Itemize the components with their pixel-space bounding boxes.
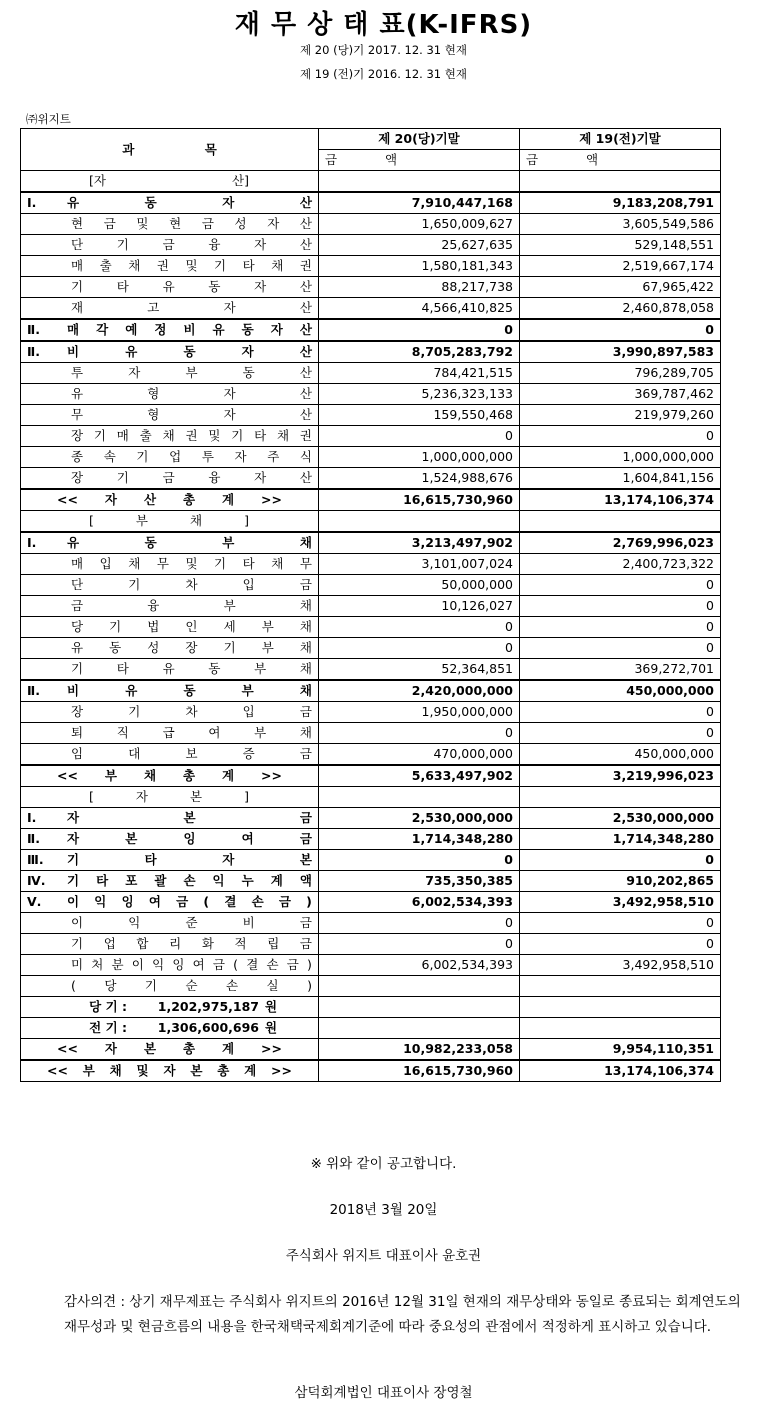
current-amount-cell: 159,550,468: [319, 405, 520, 426]
account-label: 유 동 성 장 기 부 채: [71, 640, 312, 655]
section-label: [ 부 채 ]: [89, 513, 249, 528]
table-row: [21, 1039, 721, 1061]
period-current: 제 20 (당)기 2017. 12. 31 현재: [300, 43, 467, 57]
current-amount-cell: 1,580,181,343: [319, 256, 520, 277]
prior-amount-cell: [520, 511, 721, 533]
prior-amount-cell: [520, 1018, 721, 1039]
roman-numeral: Ⅴ.: [27, 894, 42, 909]
account-cell: [21, 511, 319, 533]
table-row: [21, 596, 721, 617]
account-label: 임 대 보 증 금: [71, 746, 312, 761]
current-amount-cell: 0: [319, 723, 520, 744]
account-label: 종 속 기 업 투 자 주 식: [71, 449, 312, 464]
current-amount-cell: 784,421,515: [319, 363, 520, 384]
account-cell: [21, 341, 319, 363]
account-label: 매 각 예 정 비 유 동 자 산: [67, 322, 312, 337]
table-row: [21, 850, 721, 871]
prior-amount-cell: [520, 997, 721, 1018]
table-row: [21, 468, 721, 490]
account-cell: [21, 934, 319, 955]
table-row: [21, 1060, 721, 1082]
account-label: 비 유 동 부 채: [67, 683, 312, 698]
prior-amount-cell: 2,530,000,000: [520, 808, 721, 829]
current-amount-cell: 4,566,410,825: [319, 298, 520, 320]
table-row: [21, 319, 721, 341]
prior-amount-cell: 2,460,878,058: [520, 298, 721, 320]
prior-amount-cell: 0: [520, 596, 721, 617]
current-amount-cell: 735,350,385: [319, 871, 520, 892]
account-cell: [21, 575, 319, 596]
table-row: [21, 405, 721, 426]
account-cell: [21, 277, 319, 298]
table-row: [21, 955, 721, 976]
account-label: 자 본 잉 여 금: [67, 831, 312, 846]
prior-amount-cell: 3,219,996,023: [520, 765, 721, 787]
prior-amount-cell: 13,174,106,374: [520, 489, 721, 511]
account-label: 이 익 준 비 금: [71, 915, 312, 930]
table-row: [21, 447, 721, 468]
account-label: 금 융 부 채: [71, 598, 312, 613]
table-row: [21, 976, 721, 997]
current-amount-cell: 10,982,233,058: [319, 1039, 520, 1061]
account-cell: [21, 955, 319, 976]
prior-amount-cell: 1,000,000,000: [520, 447, 721, 468]
account-label: 기 타 포 괄 손 익 누 계 액: [67, 873, 312, 888]
account-cell: [21, 617, 319, 638]
memo-unit: 원: [265, 999, 278, 1014]
auditor-signature: 삼덕회계법인 대표이사 장영철: [294, 1385, 473, 1401]
current-amount-cell: 2,530,000,000: [319, 808, 520, 829]
total-label: << 자 산 총 계 >>: [57, 492, 282, 507]
table-row: [21, 997, 721, 1018]
table-row: [21, 341, 721, 363]
account-label: 기 타 유 동 자 산: [71, 279, 312, 294]
account-cell: [21, 638, 319, 659]
current-amount-cell: 5,633,497,902: [319, 765, 520, 787]
prior-amount-cell: 1,604,841,156: [520, 468, 721, 490]
account-label: 단 기 금 융 자 산: [71, 237, 312, 252]
account-label: 현 금 및 현 금 성 자 산: [71, 216, 312, 231]
prior-amount-cell: 219,979,260: [520, 405, 721, 426]
prior-amount-cell: 9,183,208,791: [520, 192, 721, 214]
account-label: ( 당 기 순 손 실 ): [71, 978, 312, 993]
table-row: [21, 913, 721, 934]
current-amount-cell: [319, 1018, 520, 1039]
table-row: [21, 277, 721, 298]
prior-amount-cell: 0: [520, 319, 721, 341]
table-row: [21, 363, 721, 384]
account-cell: [21, 976, 319, 997]
account-cell: [21, 214, 319, 235]
current-amount-cell: [319, 171, 520, 193]
prior-amount-cell: 910,202,865: [520, 871, 721, 892]
prior-amount-cell: 0: [520, 723, 721, 744]
section-label: [ 자 본 ]: [89, 789, 249, 804]
account-label: 미 처 분 이 익 잉 여 금 ( 결 손 금 ): [71, 957, 312, 972]
audit-opinion: 감사의견 : 상기 재무제표는 주식회사 위지트의 2016년 12월 31일 현재의 재무상태와 동일로 종료되는 회계연도의 재무성과 및 현금흐름의 내용을 한국채택국제회계기준에 따라 중요성의 관점에서 적정하게 표시하고 있습니다.: [64, 1294, 741, 1335]
table-row: [21, 680, 721, 702]
table-row: [21, 829, 721, 850]
prior-amount-cell: 2,519,667,174: [520, 256, 721, 277]
current-amount-cell: 1,714,348,280: [319, 829, 520, 850]
account-label: 장 기 금 융 자 산: [71, 470, 312, 485]
account-label: 비 유 동 자 산: [67, 344, 312, 359]
amount-header-current: 금 액: [319, 150, 520, 171]
table-row: [21, 554, 721, 575]
prior-amount-cell: 2,400,723,322: [520, 554, 721, 575]
table-row: [21, 765, 721, 787]
memo-key: 전 기 :: [89, 1020, 127, 1035]
prior-amount-cell: 369,787,462: [520, 384, 721, 405]
table-row: [21, 808, 721, 829]
current-amount-cell: 1,950,000,000: [319, 702, 520, 723]
table-row: [21, 532, 721, 554]
account-label: 단 기 차 입 금: [71, 577, 312, 592]
account-cell: [21, 192, 319, 214]
ceo-signature: 주식회사 위지트 대표이사 윤호권: [285, 1248, 482, 1264]
account-cell: [21, 596, 319, 617]
account-cell: [21, 871, 319, 892]
current-amount-cell: 470,000,000: [319, 744, 520, 766]
account-cell: [21, 1060, 319, 1082]
current-amount-cell: 0: [319, 319, 520, 341]
roman-numeral: Ⅰ.: [27, 810, 37, 825]
current-amount-cell: [319, 511, 520, 533]
notice-date: 2018년 3월 20일: [329, 1202, 438, 1218]
prior-amount-cell: 0: [520, 934, 721, 955]
current-amount-cell: 1,000,000,000: [319, 447, 520, 468]
roman-numeral: Ⅰ.: [27, 535, 37, 550]
current-amount-cell: 0: [319, 426, 520, 447]
prior-amount-cell: 0: [520, 850, 721, 871]
table-row: [21, 235, 721, 256]
current-amount-cell: 0: [319, 913, 520, 934]
account-label: 무 형 자 산: [71, 407, 312, 422]
account-cell: [21, 319, 319, 341]
current-amount-cell: 3,213,497,902: [319, 532, 520, 554]
account-cell: [21, 298, 319, 320]
current-amount-cell: 25,627,635: [319, 235, 520, 256]
current-amount-cell: [319, 787, 520, 808]
table-row: [21, 192, 721, 214]
current-amount-cell: 0: [319, 617, 520, 638]
current-amount-cell: 16,615,730,960: [319, 489, 520, 511]
prior-amount-cell: [520, 976, 721, 997]
table-row: [21, 298, 721, 320]
account-cell: [21, 829, 319, 850]
prior-amount-cell: 796,289,705: [520, 363, 721, 384]
account-label: 유 형 자 산: [71, 386, 312, 401]
current-amount-cell: 0: [319, 638, 520, 659]
account-label: 투 자 부 동 산: [71, 365, 312, 380]
table-row: [21, 892, 721, 913]
account-label: 유 동 자 산: [67, 195, 312, 210]
total-label: << 자 본 총 계 >>: [57, 1041, 282, 1056]
account-cell: [21, 680, 319, 702]
prior-amount-cell: 3,492,958,510: [520, 892, 721, 913]
account-cell: [21, 171, 319, 193]
table-row: [21, 256, 721, 277]
current-amount-cell: 50,000,000: [319, 575, 520, 596]
prior-amount-cell: [520, 787, 721, 808]
current-amount-cell: 1,650,009,627: [319, 214, 520, 235]
prior-amount-cell: 529,148,551: [520, 235, 721, 256]
account-label: 기 타 자 본: [67, 852, 312, 867]
account-cell: [21, 256, 319, 277]
table-row: [21, 702, 721, 723]
table-row: [21, 617, 721, 638]
account-label: 당 기 법 인 세 부 채: [71, 619, 312, 634]
page-title: 재 무 상 태 표(K-IFRS): [234, 10, 533, 40]
account-cell: [21, 787, 319, 808]
prior-amount-cell: [520, 171, 721, 193]
period-prior: 제 19 (전)기 2016. 12. 31 현재: [300, 67, 467, 81]
account-cell: [21, 1018, 319, 1039]
account-cell: [21, 723, 319, 744]
account-cell: [21, 997, 319, 1018]
prior-amount-cell: 369,272,701: [520, 659, 721, 681]
account-cell: [21, 363, 319, 384]
account-label: 기 업 합 리 화 적 립 금: [71, 936, 312, 951]
account-cell: [21, 426, 319, 447]
total-label: << 부 채 총 계 >>: [57, 768, 282, 783]
memo-value: 1,306,600,696: [157, 1020, 259, 1035]
prior-amount-cell: 3,605,549,586: [520, 214, 721, 235]
account-label: 장 기 매 출 채 권 및 기 타 채 권: [71, 428, 312, 443]
current-amount-cell: 52,364,851: [319, 659, 520, 681]
account-cell: [21, 850, 319, 871]
total-label: << 부 채 및 자 본 총 계 >>: [47, 1063, 292, 1078]
table-row: [21, 489, 721, 511]
table-row: [21, 511, 721, 533]
table-row: [21, 787, 721, 808]
account-cell: [21, 1039, 319, 1061]
account-cell: [21, 913, 319, 934]
prior-amount-cell: 0: [520, 426, 721, 447]
balance-sheet-table: [20, 128, 721, 1082]
prior-amount-cell: 2,769,996,023: [520, 532, 721, 554]
prior-amount-cell: 0: [520, 638, 721, 659]
roman-numeral: Ⅰ.: [27, 195, 37, 210]
table-row: [21, 384, 721, 405]
account-label: 장 기 차 입 금: [71, 704, 312, 719]
roman-numeral: Ⅱ.: [27, 344, 40, 359]
roman-numeral: Ⅱ.: [27, 831, 40, 846]
current-amount-cell: [319, 976, 520, 997]
amount-header-prior: 금 액: [520, 150, 721, 171]
prior-amount-cell: 9,954,110,351: [520, 1039, 721, 1061]
table-row: [21, 934, 721, 955]
account-cell: [21, 384, 319, 405]
account-cell: [21, 892, 319, 913]
prior-amount-cell: 13,174,106,374: [520, 1060, 721, 1082]
account-label: 자 본 금: [67, 810, 312, 825]
current-amount-cell: 2,420,000,000: [319, 680, 520, 702]
account-cell: [21, 659, 319, 681]
current-amount-cell: 5,236,323,133: [319, 384, 520, 405]
account-cell: [21, 702, 319, 723]
account-cell: [21, 235, 319, 256]
prior-amount-cell: 1,714,348,280: [520, 829, 721, 850]
prior-amount-cell: 0: [520, 913, 721, 934]
account-cell: [21, 405, 319, 426]
table-row: [21, 723, 721, 744]
column-header-prior: 제 19(전)기말: [520, 129, 721, 150]
account-label: 이 익 잉 여 금 ( 결 손 금 ): [67, 894, 312, 909]
account-cell: [21, 765, 319, 787]
table-row: [21, 1018, 721, 1039]
prior-amount-cell: 3,990,897,583: [520, 341, 721, 363]
memo-key: 당 기 :: [89, 999, 127, 1014]
prior-amount-cell: 0: [520, 575, 721, 596]
current-amount-cell: 16,615,730,960: [319, 1060, 520, 1082]
account-cell: [21, 489, 319, 511]
account-label: 매 입 채 무 및 기 타 채 무: [71, 556, 312, 571]
current-amount-cell: 0: [319, 850, 520, 871]
account-cell: [21, 808, 319, 829]
prior-amount-cell: 3,492,958,510: [520, 955, 721, 976]
current-amount-cell: 6,002,534,393: [319, 955, 520, 976]
prior-amount-cell: 450,000,000: [520, 680, 721, 702]
account-label: 매 출 채 권 및 기 타 채 권: [71, 258, 312, 273]
roman-numeral: Ⅳ.: [27, 873, 46, 888]
memo-unit: 원: [265, 1020, 278, 1035]
notice-text: ※ 위와 같이 공고합니다.: [310, 1156, 457, 1172]
current-amount-cell: 6,002,534,393: [319, 892, 520, 913]
current-amount-cell: 8,705,283,792: [319, 341, 520, 363]
current-amount-cell: 7,910,447,168: [319, 192, 520, 214]
account-label: 유 동 부 채: [67, 535, 312, 550]
current-amount-cell: 10,126,027: [319, 596, 520, 617]
current-amount-cell: 1,524,988,676: [319, 468, 520, 490]
account-cell: [21, 744, 319, 766]
roman-numeral: Ⅱ.: [27, 683, 40, 698]
account-label: 기 타 유 동 부 채: [71, 661, 312, 676]
prior-amount-cell: 0: [520, 702, 721, 723]
table-row: [21, 426, 721, 447]
table-row: [21, 871, 721, 892]
table-row: [21, 744, 721, 766]
column-header-account: 과 목: [21, 129, 319, 171]
current-amount-cell: [319, 997, 520, 1018]
table-row: [21, 214, 721, 235]
table-row: [21, 575, 721, 596]
account-cell: [21, 447, 319, 468]
account-cell: [21, 532, 319, 554]
table-row: [21, 638, 721, 659]
current-amount-cell: 0: [319, 934, 520, 955]
section-label: [자 산]: [89, 173, 249, 188]
company-name: ㈜위지트: [26, 112, 71, 126]
account-cell: [21, 468, 319, 490]
prior-amount-cell: 67,965,422: [520, 277, 721, 298]
column-header-current: 제 20(당)기말: [319, 129, 520, 150]
prior-amount-cell: 0: [520, 617, 721, 638]
current-amount-cell: 88,217,738: [319, 277, 520, 298]
account-label: 퇴 직 급 여 부 채: [71, 725, 312, 740]
roman-numeral: Ⅱ.: [27, 322, 40, 337]
account-label: 재 고 자 산: [71, 300, 312, 315]
current-amount-cell: 3,101,007,024: [319, 554, 520, 575]
memo-value: 1,202,975,187: [157, 999, 259, 1014]
table-row: [21, 659, 721, 681]
roman-numeral: Ⅲ.: [27, 852, 44, 867]
prior-amount-cell: 450,000,000: [520, 744, 721, 766]
account-cell: [21, 554, 319, 575]
table-row: [21, 171, 721, 193]
